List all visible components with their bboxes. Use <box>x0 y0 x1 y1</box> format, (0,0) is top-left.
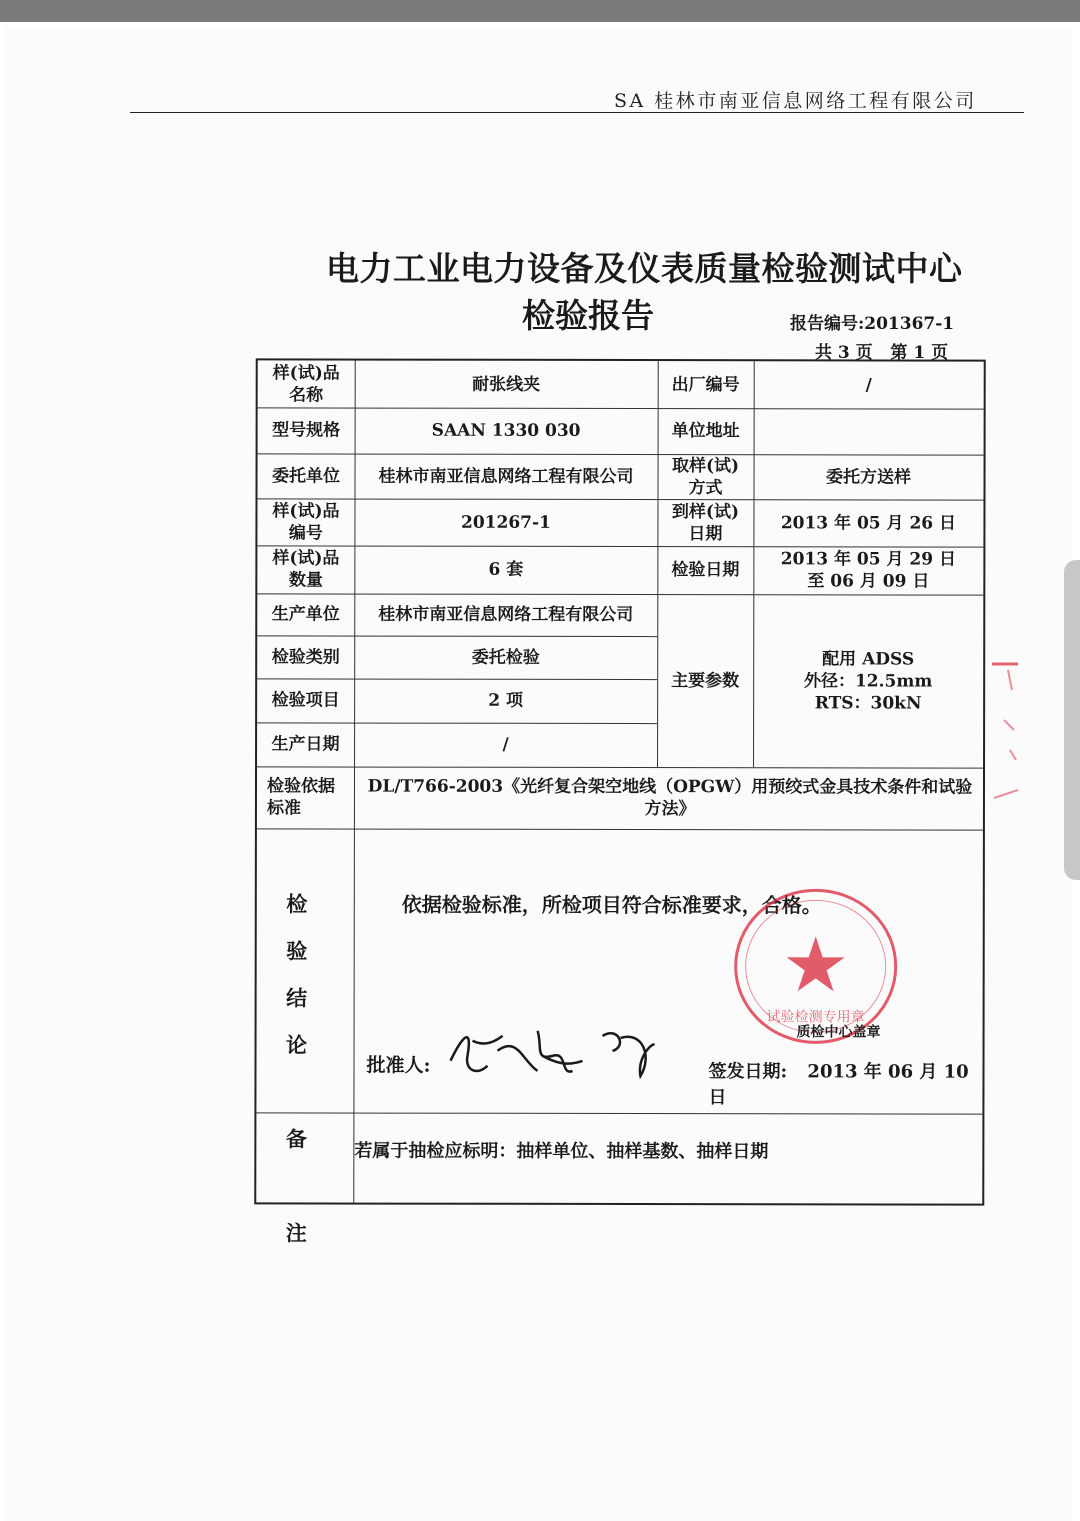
scroll-handle[interactable] <box>1064 560 1080 880</box>
value-issue-date: 2013 年 06 月 10 日 <box>708 1061 969 1109</box>
value-arrival-date: 2013 年 05 月 26 日 <box>780 512 957 534</box>
stamp-caption: 质检中心盖章 <box>796 1024 881 1041</box>
edge-seal-fragment <box>990 660 1020 810</box>
label-sample-no: 样(试)品 编号 <box>272 500 340 543</box>
value-sample-name: 耐张线夹 <box>472 374 541 395</box>
label-address: 单位地址 <box>671 421 740 442</box>
label-remark: 备 注 <box>285 1126 307 1246</box>
value-producer: 桂林市南亚信息网络工程有限公司 <box>378 604 634 626</box>
label-producer: 生产单位 <box>271 604 340 625</box>
label-factory-no: 出厂编号 <box>671 374 740 395</box>
row-line <box>256 1112 982 1114</box>
value-quantity: 6 套 <box>488 559 524 580</box>
label-inspection-date: 检验日期 <box>671 560 740 581</box>
value-address <box>754 408 984 454</box>
inspection-form <box>254 358 985 1246</box>
page-info: 共 3 页 第 1 页 <box>815 343 949 363</box>
company-header: SA 桂林市南亚信息网络工程有限公司 <box>614 90 977 112</box>
report-number: 报告编号:201367-1 <box>790 314 955 334</box>
value-conclusion: 依据检验标准，所检项目符合标准要求，合格。 <box>401 892 822 918</box>
label-model: 型号规格 <box>272 420 341 441</box>
value-client: 桂林市南亚信息网络工程有限公司 <box>378 466 634 487</box>
label-standard: 检验依据 标准 <box>266 776 336 819</box>
top-bar <box>0 0 1080 22</box>
value-category: 委托检验 <box>471 647 540 668</box>
label-issue-date: 签发日期: <box>708 1061 788 1083</box>
label-params: 主要参数 <box>671 670 740 691</box>
value-standard: DL/T766-2003《光纤复合架空地线（OPGW）用预绞式金具技术条件和试验方法》 <box>367 776 973 820</box>
issue-date-line <box>708 1057 982 1109</box>
label-category: 检验类别 <box>271 646 340 668</box>
document-subtitle: 检验报告 <box>522 296 654 335</box>
value-sampling-method: 委托方送样 <box>826 466 912 488</box>
label-prod-date: 生产日期 <box>271 734 340 755</box>
label-conclusion: 检 验 结 论 <box>286 891 308 1058</box>
approver-signature <box>442 1016 662 1086</box>
value-sample-no: 201267-1 <box>460 512 551 533</box>
label-sampling-method: 取样(试) 方式 <box>671 455 740 498</box>
value-inspection-date: 2013 年 05 月 29 日 至 06 月 09 日 <box>780 549 957 592</box>
value-prod-date: / <box>502 734 509 755</box>
value-model: SAAN 1330 030 <box>431 420 581 441</box>
header-rule <box>130 112 1024 113</box>
label-quantity: 样(试)品 数量 <box>272 548 340 591</box>
label-items: 检验项目 <box>271 690 340 711</box>
document-title: 电力工业电力设备及仪表质量检验测试中心 <box>326 249 963 288</box>
label-sample-name: 样(试)品 名称 <box>272 362 340 405</box>
value-remark: 若属于抽检应标明：抽样单位、抽样基数、抽样日期 <box>354 1140 769 1163</box>
value-items: 2 项 <box>488 690 524 711</box>
label-client: 委托单位 <box>272 465 341 487</box>
svg-text:试验检测专用章: 试验检测专用章 <box>766 1009 865 1026</box>
value-factory-no: / <box>865 374 872 395</box>
value-params: 配用 ADSS 外径：12.5mm RTS：30kN <box>803 648 933 714</box>
label-arrival-date: 到样(试) 日期 <box>671 501 740 544</box>
label-approver: 批准人: <box>366 1054 431 1077</box>
